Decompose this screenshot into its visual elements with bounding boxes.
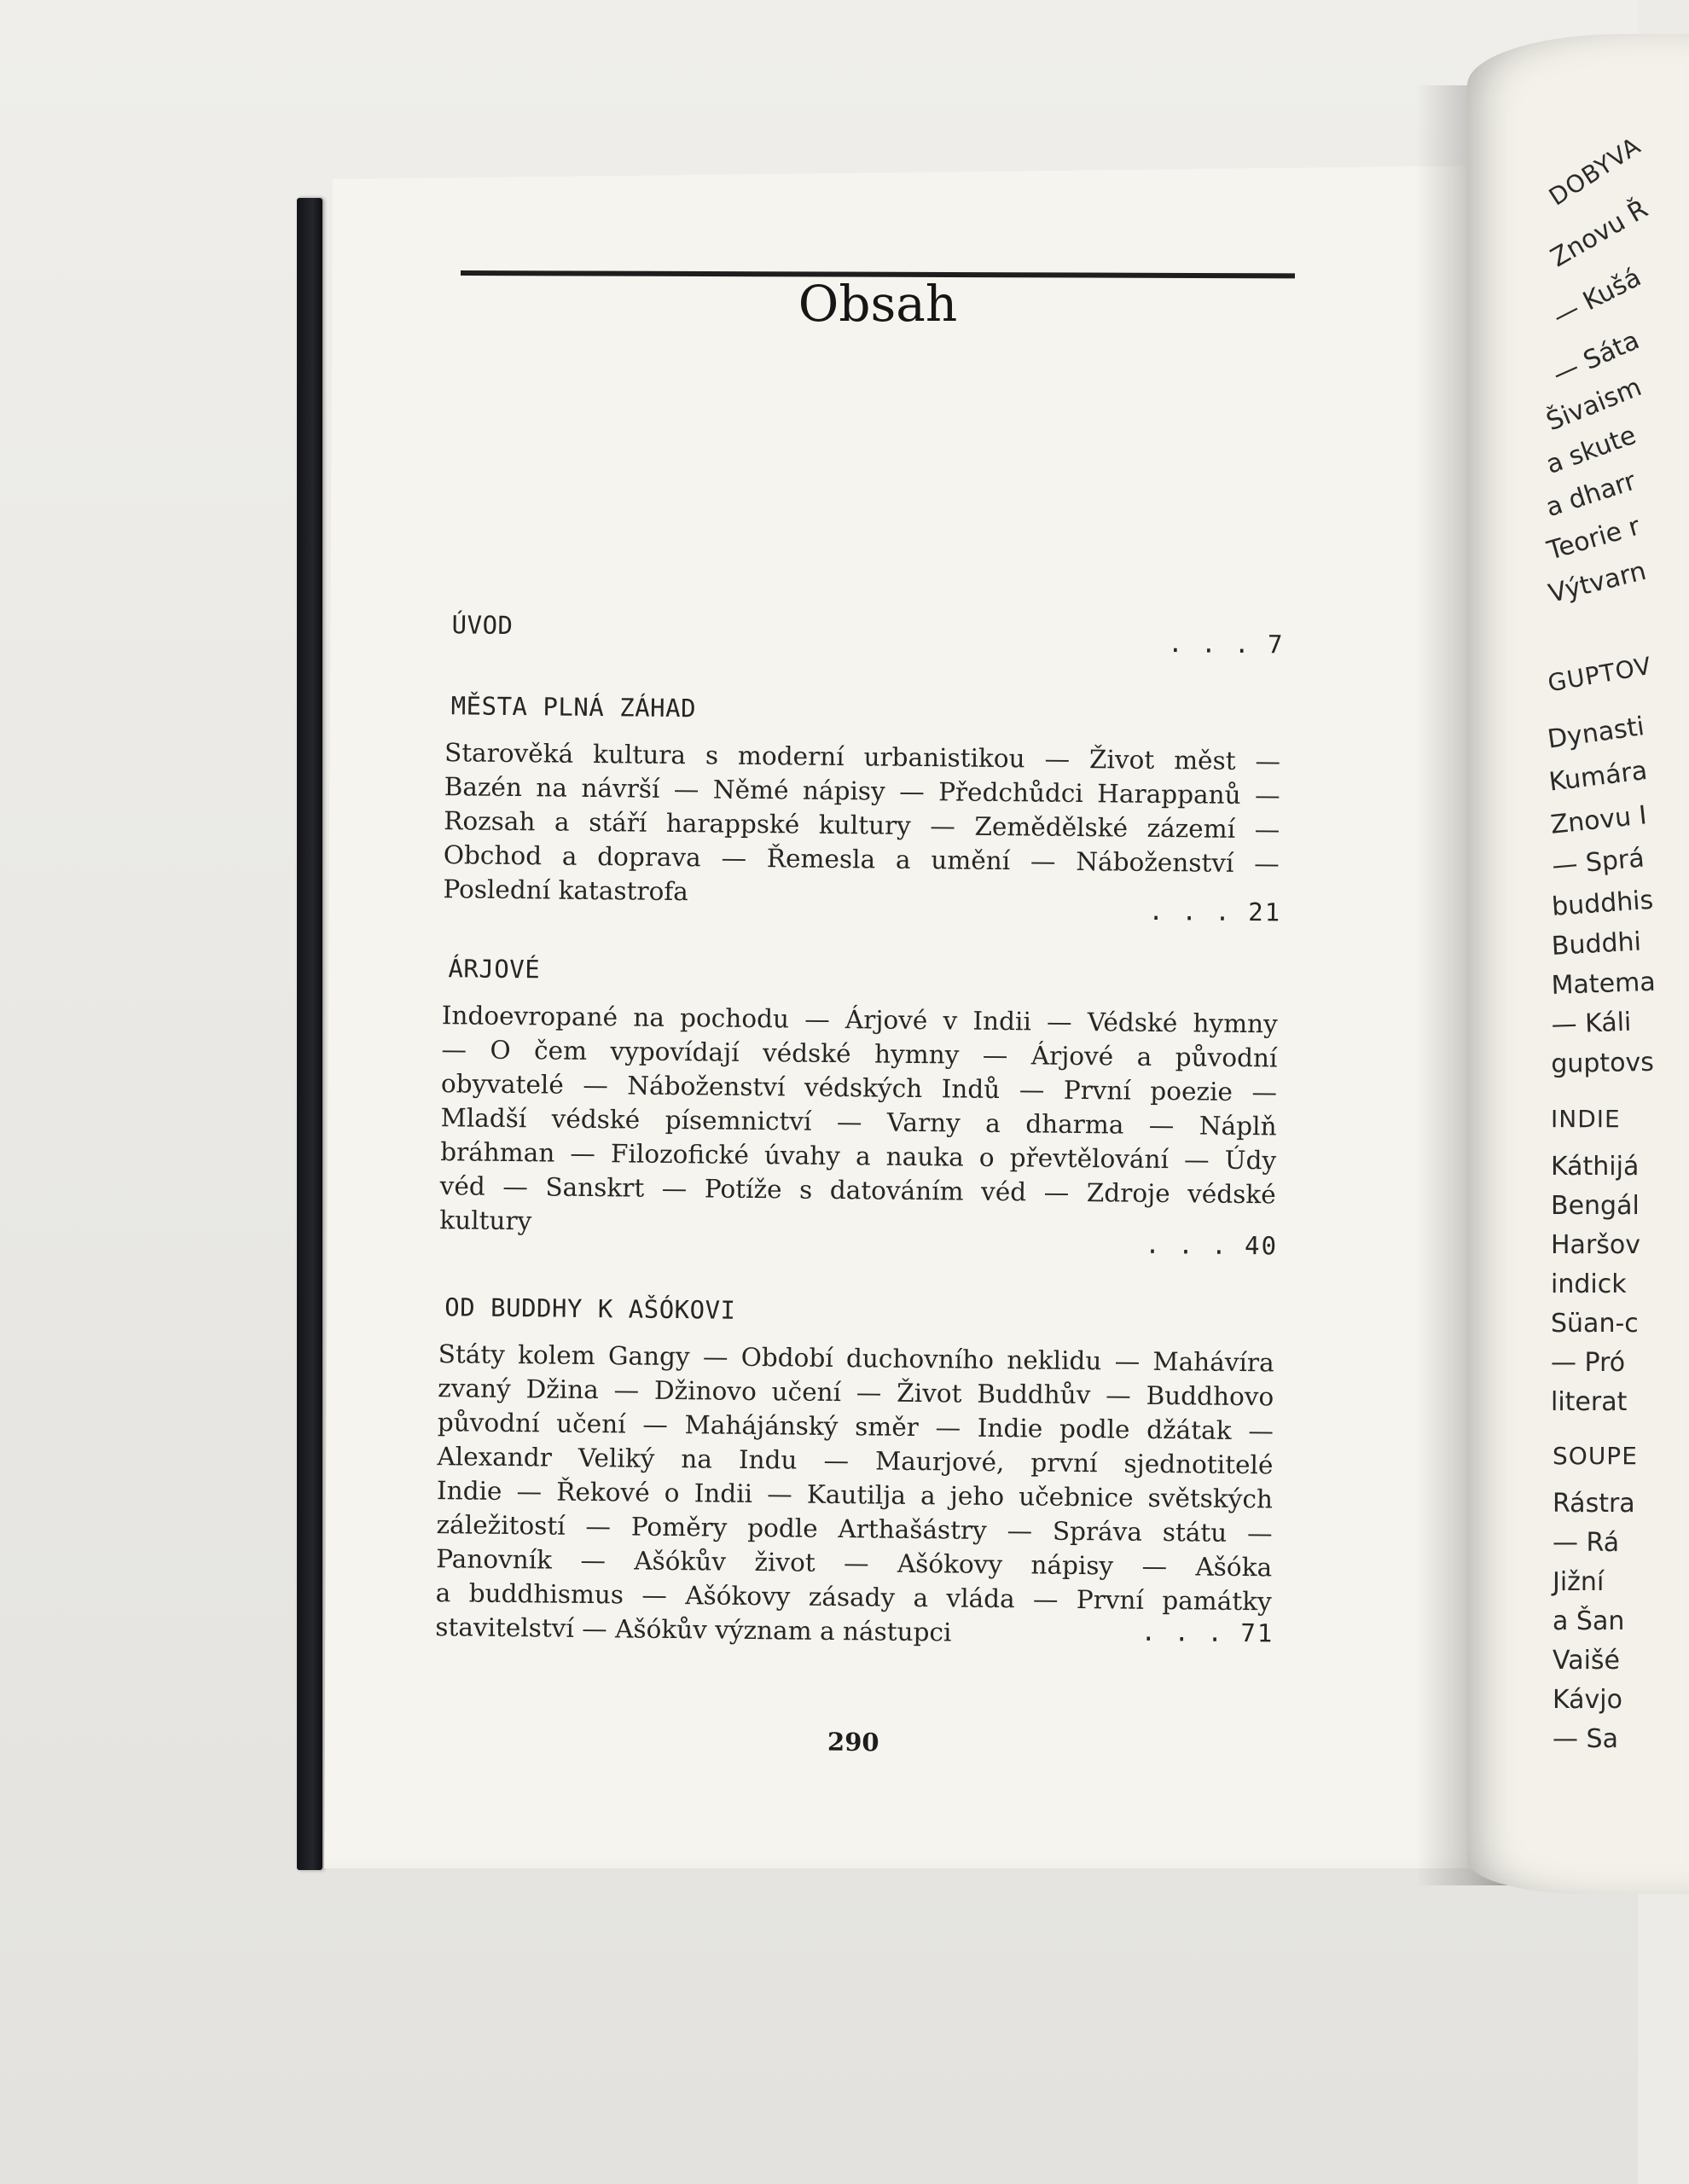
description-line: původní učení — Mahájánský směr — Indie podle džátak —: [437, 1408, 1274, 1446]
description-line: Rozsah a stáří harappské kultury — Zemědělské zázemí —: [444, 806, 1280, 845]
right-fragment: literat: [1551, 1387, 1628, 1417]
description-line: Mladší védské písemnictví — Varny a dharma — Náplň: [440, 1103, 1277, 1141]
section-page-ref: . . . 7: [1168, 629, 1285, 659]
description-line: zvaný Džina — Džinovo učení — Život Buddhův — Buddhovo: [438, 1374, 1274, 1412]
right-fragment: Šivaism: [1542, 372, 1646, 438]
right-fragment: Buddhi: [1551, 926, 1642, 961]
description-line: Obchod a doprava — Řemesla a umění — Náboženství —: [443, 840, 1280, 879]
right-fragment: Matema: [1551, 967, 1657, 1001]
description-line: stavitelství — Ašókův význam a nástupci: [435, 1612, 952, 1647]
right-fragment: GUPTOV: [1546, 651, 1654, 698]
right-fragment: Süan-c: [1551, 1309, 1639, 1339]
section-heading: OD BUDDHY K AŠÓKOVI: [444, 1292, 736, 1325]
right-fragment: Vaišé: [1553, 1646, 1620, 1676]
right-fragment: — Sa: [1553, 1724, 1618, 1754]
right-fragment: Kávjo: [1553, 1685, 1622, 1715]
right-page-text: [1467, 34, 1689, 1894]
description-line: Panovník — Ašókův život — Ašókovy nápisy — Ašóka: [436, 1544, 1273, 1583]
description-line: Bazén na návrší — Němé nápisy — Předchůdci Harappanů —: [444, 772, 1280, 810]
section-page-ref: . . . 71: [1141, 1617, 1274, 1648]
right-fragment: — Kušá: [1548, 262, 1646, 333]
description-line: Poslední katastrofa: [443, 874, 689, 907]
right-fragment: — Rá: [1553, 1528, 1620, 1558]
right-fragment: Teorie r: [1544, 511, 1644, 566]
section-heading: ÁRJOVÉ: [448, 954, 541, 985]
page-number: 290: [827, 1727, 879, 1757]
section-description: [443, 735, 1280, 915]
right-fragment: DOBYVA: [1544, 131, 1646, 212]
right-fragment: a dharr: [1542, 466, 1640, 524]
right-fragment: — Sprá: [1551, 843, 1645, 881]
right-fragment: Haršov: [1551, 1230, 1641, 1260]
right-fragment: SOUPE: [1553, 1442, 1638, 1470]
right-page: [1467, 34, 1689, 1894]
section-description: [435, 1337, 1274, 1653]
right-fragment: a Šan: [1553, 1606, 1625, 1636]
right-fragment: Znovu Ř: [1546, 194, 1653, 274]
description-line: véd — Sanskrt — Potíže s datováním véd — Zdroje védské: [439, 1171, 1276, 1210]
right-fragment: Bengál: [1551, 1191, 1640, 1221]
right-fragment: Káthijá: [1551, 1152, 1640, 1182]
section-heading: ÚVOD: [451, 610, 514, 641]
description-line: Alexandr Veliký na Indu — Maurjové, první sjednotitelé: [437, 1442, 1274, 1480]
right-fragment: — Pró: [1551, 1348, 1626, 1378]
description-line: Indoevropané na pochodu — Árjové v Indii — Védské hymny: [441, 1001, 1278, 1039]
right-fragment: Znovu I: [1549, 800, 1649, 840]
right-fragment: Rástra: [1553, 1489, 1635, 1519]
description-line: — O čem vypovídají védské hymny — Árjové a původní: [441, 1035, 1278, 1073]
description-line: Státy kolem Gangy — Období duchovního neklidu — Mahávíra: [438, 1339, 1274, 1378]
description-line: a buddhismus — Ašókovy zásady a vláda — První památky: [435, 1578, 1272, 1617]
right-fragment: Kumára: [1547, 755, 1649, 798]
description-line: bráhman — Filozofické úvahy a nauka o převtělování — Údy: [440, 1137, 1277, 1176]
right-fragment: Dynasti: [1546, 712, 1646, 755]
right-fragment: Výtvarn: [1546, 555, 1650, 609]
section-description: [439, 998, 1278, 1246]
right-fragment: buddhis: [1551, 885, 1655, 922]
description-line: záležitostí — Poměry podle Arthašástry — Správa státu —: [436, 1510, 1273, 1548]
section-page-ref: . . . 40: [1145, 1229, 1279, 1261]
book-cover-edge: [297, 198, 322, 1870]
right-fragment: — Káli: [1551, 1007, 1632, 1040]
description-line: Starověká kultura s moderní urbanistikou — Život měst —: [444, 738, 1281, 776]
description-line: Indie — Řekové o Indii — Kautilja a jeho učebnice světských: [436, 1476, 1274, 1514]
description-line: obyvatelé — Náboženství védských Indů — První poezie —: [440, 1069, 1278, 1107]
section-page-ref: . . . 21: [1148, 896, 1282, 927]
description-line: kultury: [439, 1205, 532, 1236]
right-fragment: INDIE: [1551, 1105, 1621, 1133]
right-fragment: a skute: [1542, 420, 1640, 480]
section-heading: MĚSTA PLNÁ ZÁHAD: [450, 691, 697, 723]
right-fragment: indick: [1551, 1269, 1627, 1299]
right-fragment: — Sáta: [1548, 325, 1645, 390]
right-fragment: guptovs: [1551, 1047, 1655, 1079]
page-title: Obsah: [798, 275, 958, 333]
right-fragment: Jižní: [1553, 1567, 1605, 1597]
